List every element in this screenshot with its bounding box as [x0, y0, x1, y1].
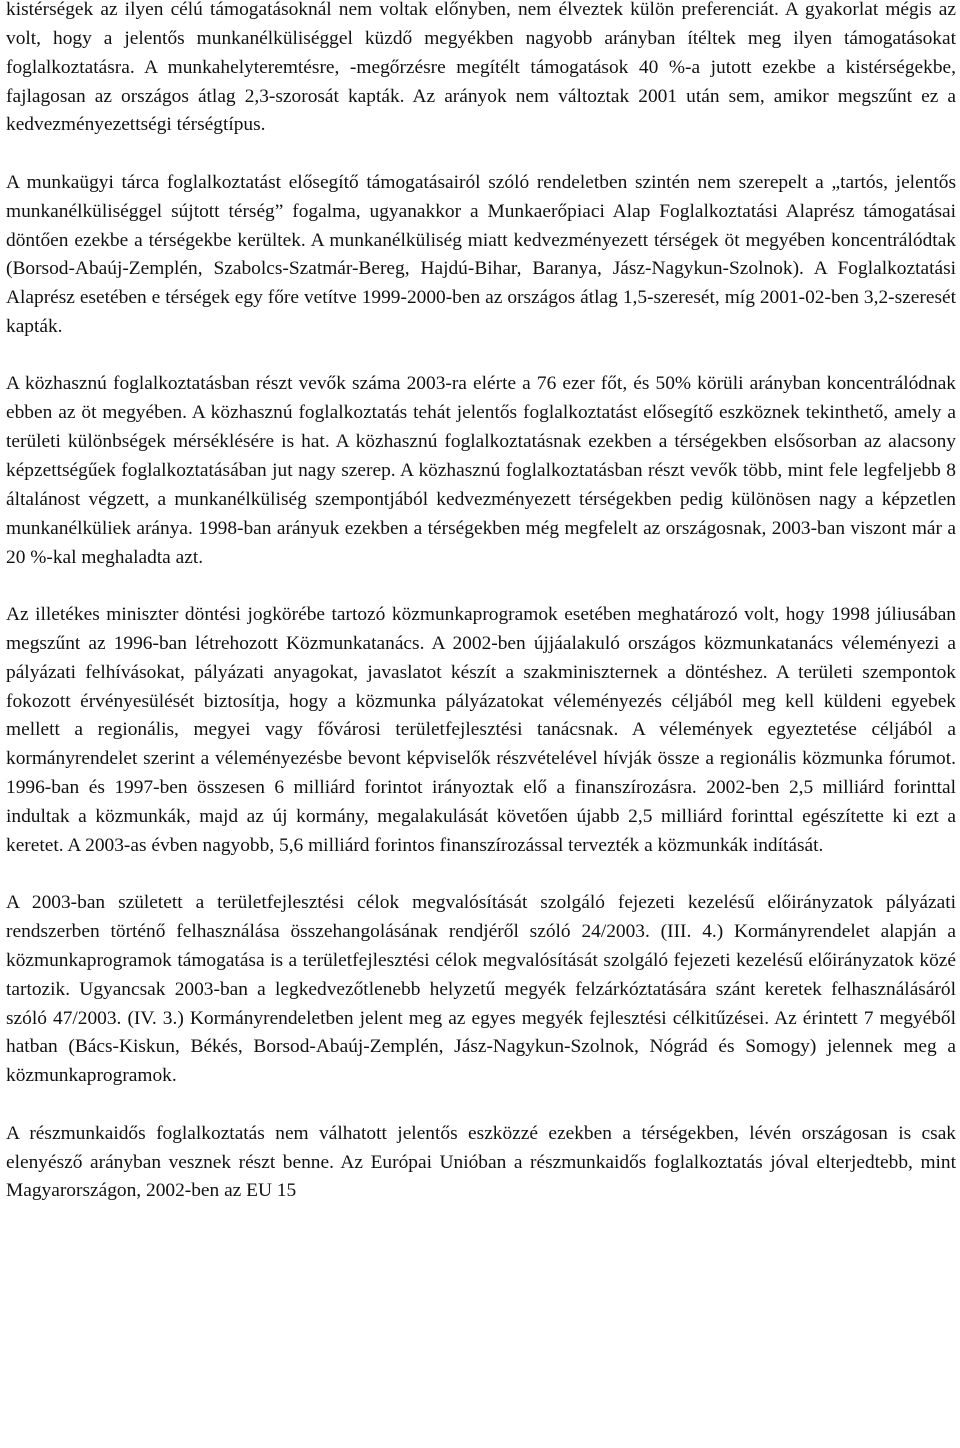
paragraph-kozhasznu-foglalkoztatas: A közhasznú foglalkoztatásban részt vevők száma 2003-ra elérte a 76 ezer főt, és 50% körüli arányban koncentrálódnak ebben az öt megyében. A közhasznú foglalkoztatás tehát jelentős foglalkoztatást elősegítő eszköznek tekinthető, amely a területi különbségek mérséklésére is hat. A közhasznú foglalkoztatásnak ezekben a térségekben elsősorban az alacsony képzettségűek foglalkoztatásában jut nagy szerep. A közhasznú foglalkoztatásban részt vevők több, mint fele legfeljebb 8 általánost végzett, a munkanélküliség szempontjából kedvezményezett térségekben pedig különösen nagy a képzetlen munkanélküliek aránya. 1998-ban arányuk ezekben a térségekben még megfelelt az országosnak, 2003-ban viszont már a 20 %-kal meghaladta azt.	[6, 373, 956, 568]
document-page	[6, 0, 956, 1206]
paragraph-teruletfejlesztes-2003: A 2003-ban született a területfejlesztési célok megvalósítását szolgáló fejezeti kezelésű előirányzatok pályázati rendszerben történő felhasználása összehangolásának rendjéről szóló 24/2003. (III. 4.) Kormányrendelet alapján a közmunkaprogramok támogatása is a területfejlesztési célok megvalósítását szolgáló fejezeti kezelésű előirányzatok közé tartozik. Ugyancsak 2003-ban a legkedvezőtlenebb helyzetű megyék felzárkóztatására szánt keretek felhasználásáról szóló 47/2003. (IV. 3.) Kormányrendeletben jelent meg az egyes megyék fejlesztési célkitűzései. Az érintett 7 megyéből hatban (Bács-Kiskun, Békés, Borsod-Abaúj-Zemplén, Jász-Nagykun-Szolnok, Nógrád és Somogy) jelennek meg a közmunkaprogramok.	[6, 892, 956, 1087]
paragraph-kozmunkaprogramok: Az illetékes miniszter döntési jogkörébe tartozó közmunkaprogramok esetében meghatározó volt, hogy 1998 júliusában megszűnt az 1996-ban létrehozott Közmunkatanács. A 2002-ben újjáalakuló országos közmunkatanács véleményezi a pályázati felhívásokat, pályázati anyagokat, javaslatot készít a szakminiszternek a döntéshez. A területi szempontok fokozott érvényesülését biztosítja, hogy a közmunka pályázatokat véleményezés céljából meg kell küldeni egyebek mellett a regionális, megyei vagy fővárosi területfejlesztési tanácsnak. A vélemények egyeztetése céljából a kormányrendelet szerint a véleményezésbe bevont képviselők részvételével hívják össze a regionális közmunka fórumot. 1996-ban és 1997-ben összesen 6 milliárd forintot irányoztak elő a finanszírozásra. 2002-ben 2,5 milliárd forinttal indultak a közmunkák, majd az új kormány, megalakulását követően újabb 2,5 milliárd forinttal egészítette ki ezt a keretet. A 2003-as évben nagyobb, 5,6 milliárd forintos finanszírozással tervezték a közmunkák indítását.	[6, 603, 956, 856]
paragraph-reszmunkaido: A részmunkaidős foglalkoztatás nem válhatott jelentős eszközzé ezekben a térségekben, lévén országosan is csak elenyésző arányban vesznek részt benne. Az Európai Unióban a részmunkaidős foglalkoztatás jóval elterjedtebb, mint Magyarországon, 2002-ben az EU 15	[6, 1122, 956, 1202]
paragraph-kisterseg-preferencia: kistérségek az ilyen célú támogatásoknál nem voltak előnyben, nem élveztek külön preferenciát. A gyakorlat mégis az volt, hogy a jelentős munkanélküliséggel küzdő megyékben nagyobb arányban ítéltek meg ilyen támogatásokat foglalkoztatásra. A munkahelyteremtésre, -megőrzésre megítélt támogatások 40 %-a jutott ezekbe a kistérségekbe, fajlagosan az országos átlag 2,3-szorosát kapták. Az arányok nem változtak 2001 után sem, amikor megszűnt ez a kedvezményezettségi térségtípus.	[6, 0, 956, 136]
paragraph-munkaugyi-tarca: A munkaügyi tárca foglalkoztatást elősegítő támogatásairól szóló rendeletben szintén nem szerepelt a „tartós, jelentős munkanélküliséggel sújtott térség” fogalma, ugyanakkor a Munkaerőpiaci Alap Foglalkoztatási Alaprész támogatásai döntően ezekbe a térségekbe kerültek. A munkanélküliség miatt kedvezményezett térségek öt megyében koncentrálódtak (Borsod-Abaúj-Zemplén, Szabolcs-Szatmár-Bereg, Hajdú-Bihar, Baranya, Jász-Nagykun-Szolnok). A Foglalkoztatási Alaprész esetében e térségek egy főre vetítve 1999-2000-ben az országos átlag 1,5-szeresét, míg 2001-02-ben 3,2-szeresét kapták.	[6, 171, 956, 338]
